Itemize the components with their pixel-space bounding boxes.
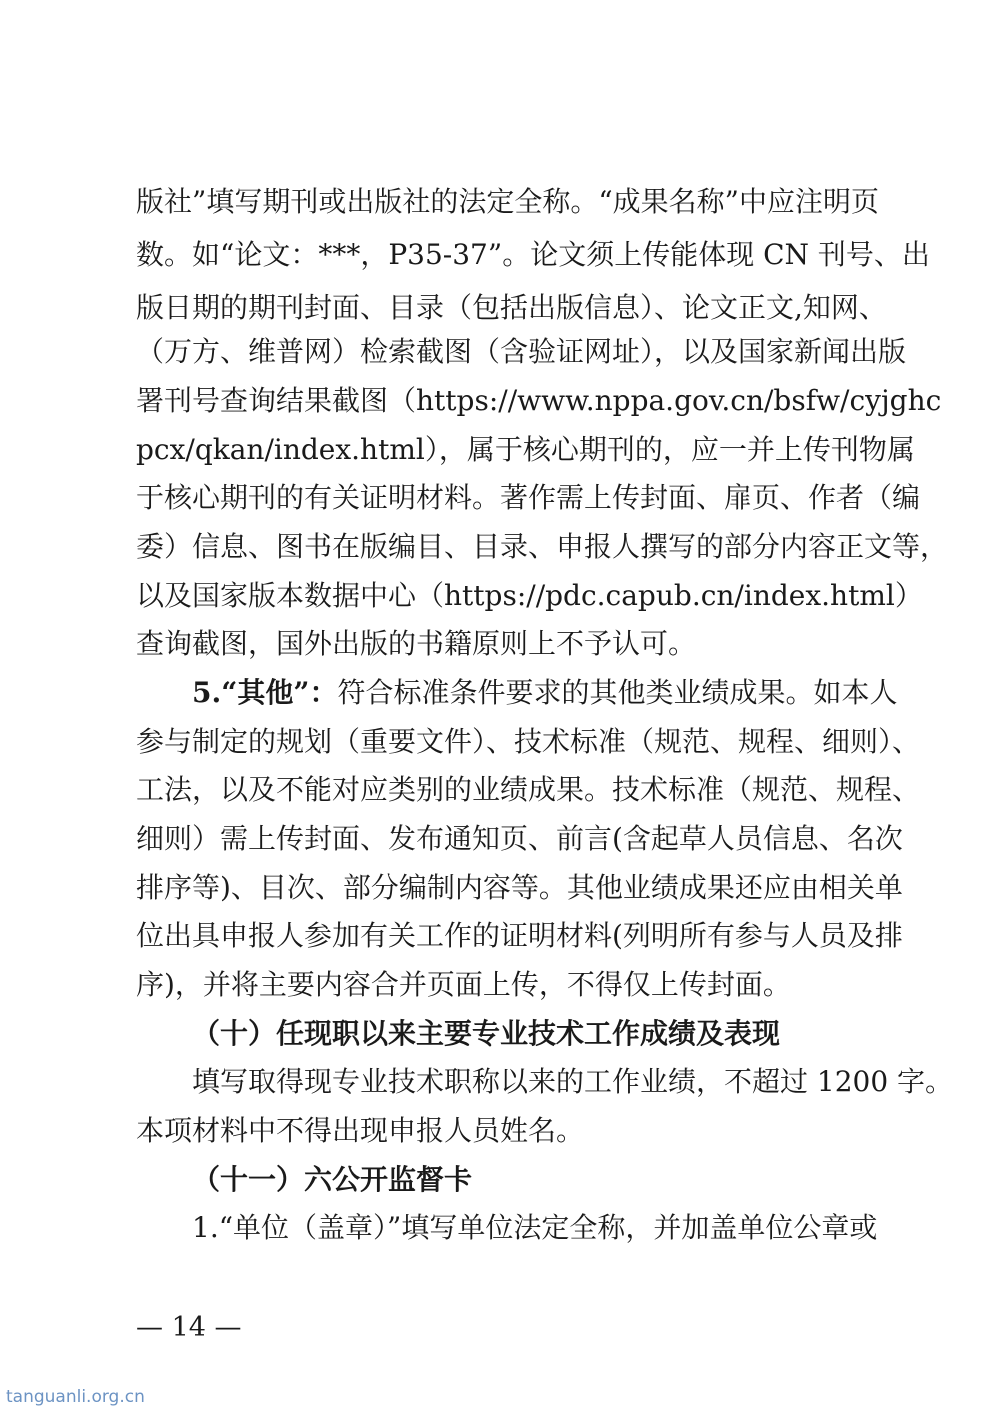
item5-text: 符合标准条件要求的其他类业绩成果。如本人 [337,676,898,709]
section-heading-10: （十）任现职以来主要专业技术工作成绩及表现 [192,1017,781,1050]
body-line: 版社”填写期刊或出版社的法定全称。“成果名称”中应注明页 [136,185,879,218]
body-line: 数。如“论文：***，P35-37”。论文须上传能体现 CN 刊号、出 [136,238,930,271]
watermark-text: tanguanli.org.cn [6,1387,145,1407]
body-line: 以及国家版本数据中心（https://pdc.capub.cn/index.html） [136,579,923,612]
body-line: 委）信息、图书在版编目、目录、申报人撰写的部分内容正文等， [136,530,949,563]
body-line: 序)，并将主要内容合并页面上传，不得仅上传封面。 [136,968,791,1001]
body-line: 参与制定的规划（重要文件）、技术标准（规范、规程、细则）、 [136,725,921,758]
body-line: 于核心期刊的有关证明材料。著作需上传封面、扉页、作者（编 [136,481,921,514]
body-line: 版日期的期刊封面、目录（包括出版信息）、论文正文,知网、 [136,291,887,324]
body-line: 填写取得现专业技术职称以来的工作业绩，不超过 1200 字。 [192,1065,954,1098]
section-heading-11: （十一）六公开监督卡 [192,1163,473,1196]
body-line: 位出具申报人参加有关工作的证明材料(列明所有参与人员及排 [136,919,903,952]
body-line: 1.“单位（盖章）”填写单位法定全称，并加盖单位公章或 [192,1211,878,1244]
body-line: 署刊号查询结果截图（https://www.nppa.gov.cn/bsfw/cyjghc [136,384,942,417]
body-line: pcx/qkan/index.html），属于核心期刊的，应一并上传刊物属 [136,433,915,466]
item5-lead: 5.“其他”： [192,676,338,709]
body-line: （万方、维普网）检索截图（含验证网址），以及国家新闻出版 [136,335,907,368]
page-number: — 14 — [136,1312,242,1343]
body-line: 细则）需上传封面、发布通知页、前言(含起草人员信息、名次 [136,822,903,855]
body-line: 查询截图，国外出版的书籍原则上不予认可。 [136,627,697,660]
body-line: 工法，以及不能对应类别的业绩成果。技术标准（规范、规程、 [136,773,921,806]
body-line: 本项材料中不得出现申报人员姓名。 [136,1114,585,1147]
body-line: 排序等)、目次、部分编制内容等。其他业绩成果还应由相关单 [136,871,903,904]
item5-first-line [192,669,898,717]
